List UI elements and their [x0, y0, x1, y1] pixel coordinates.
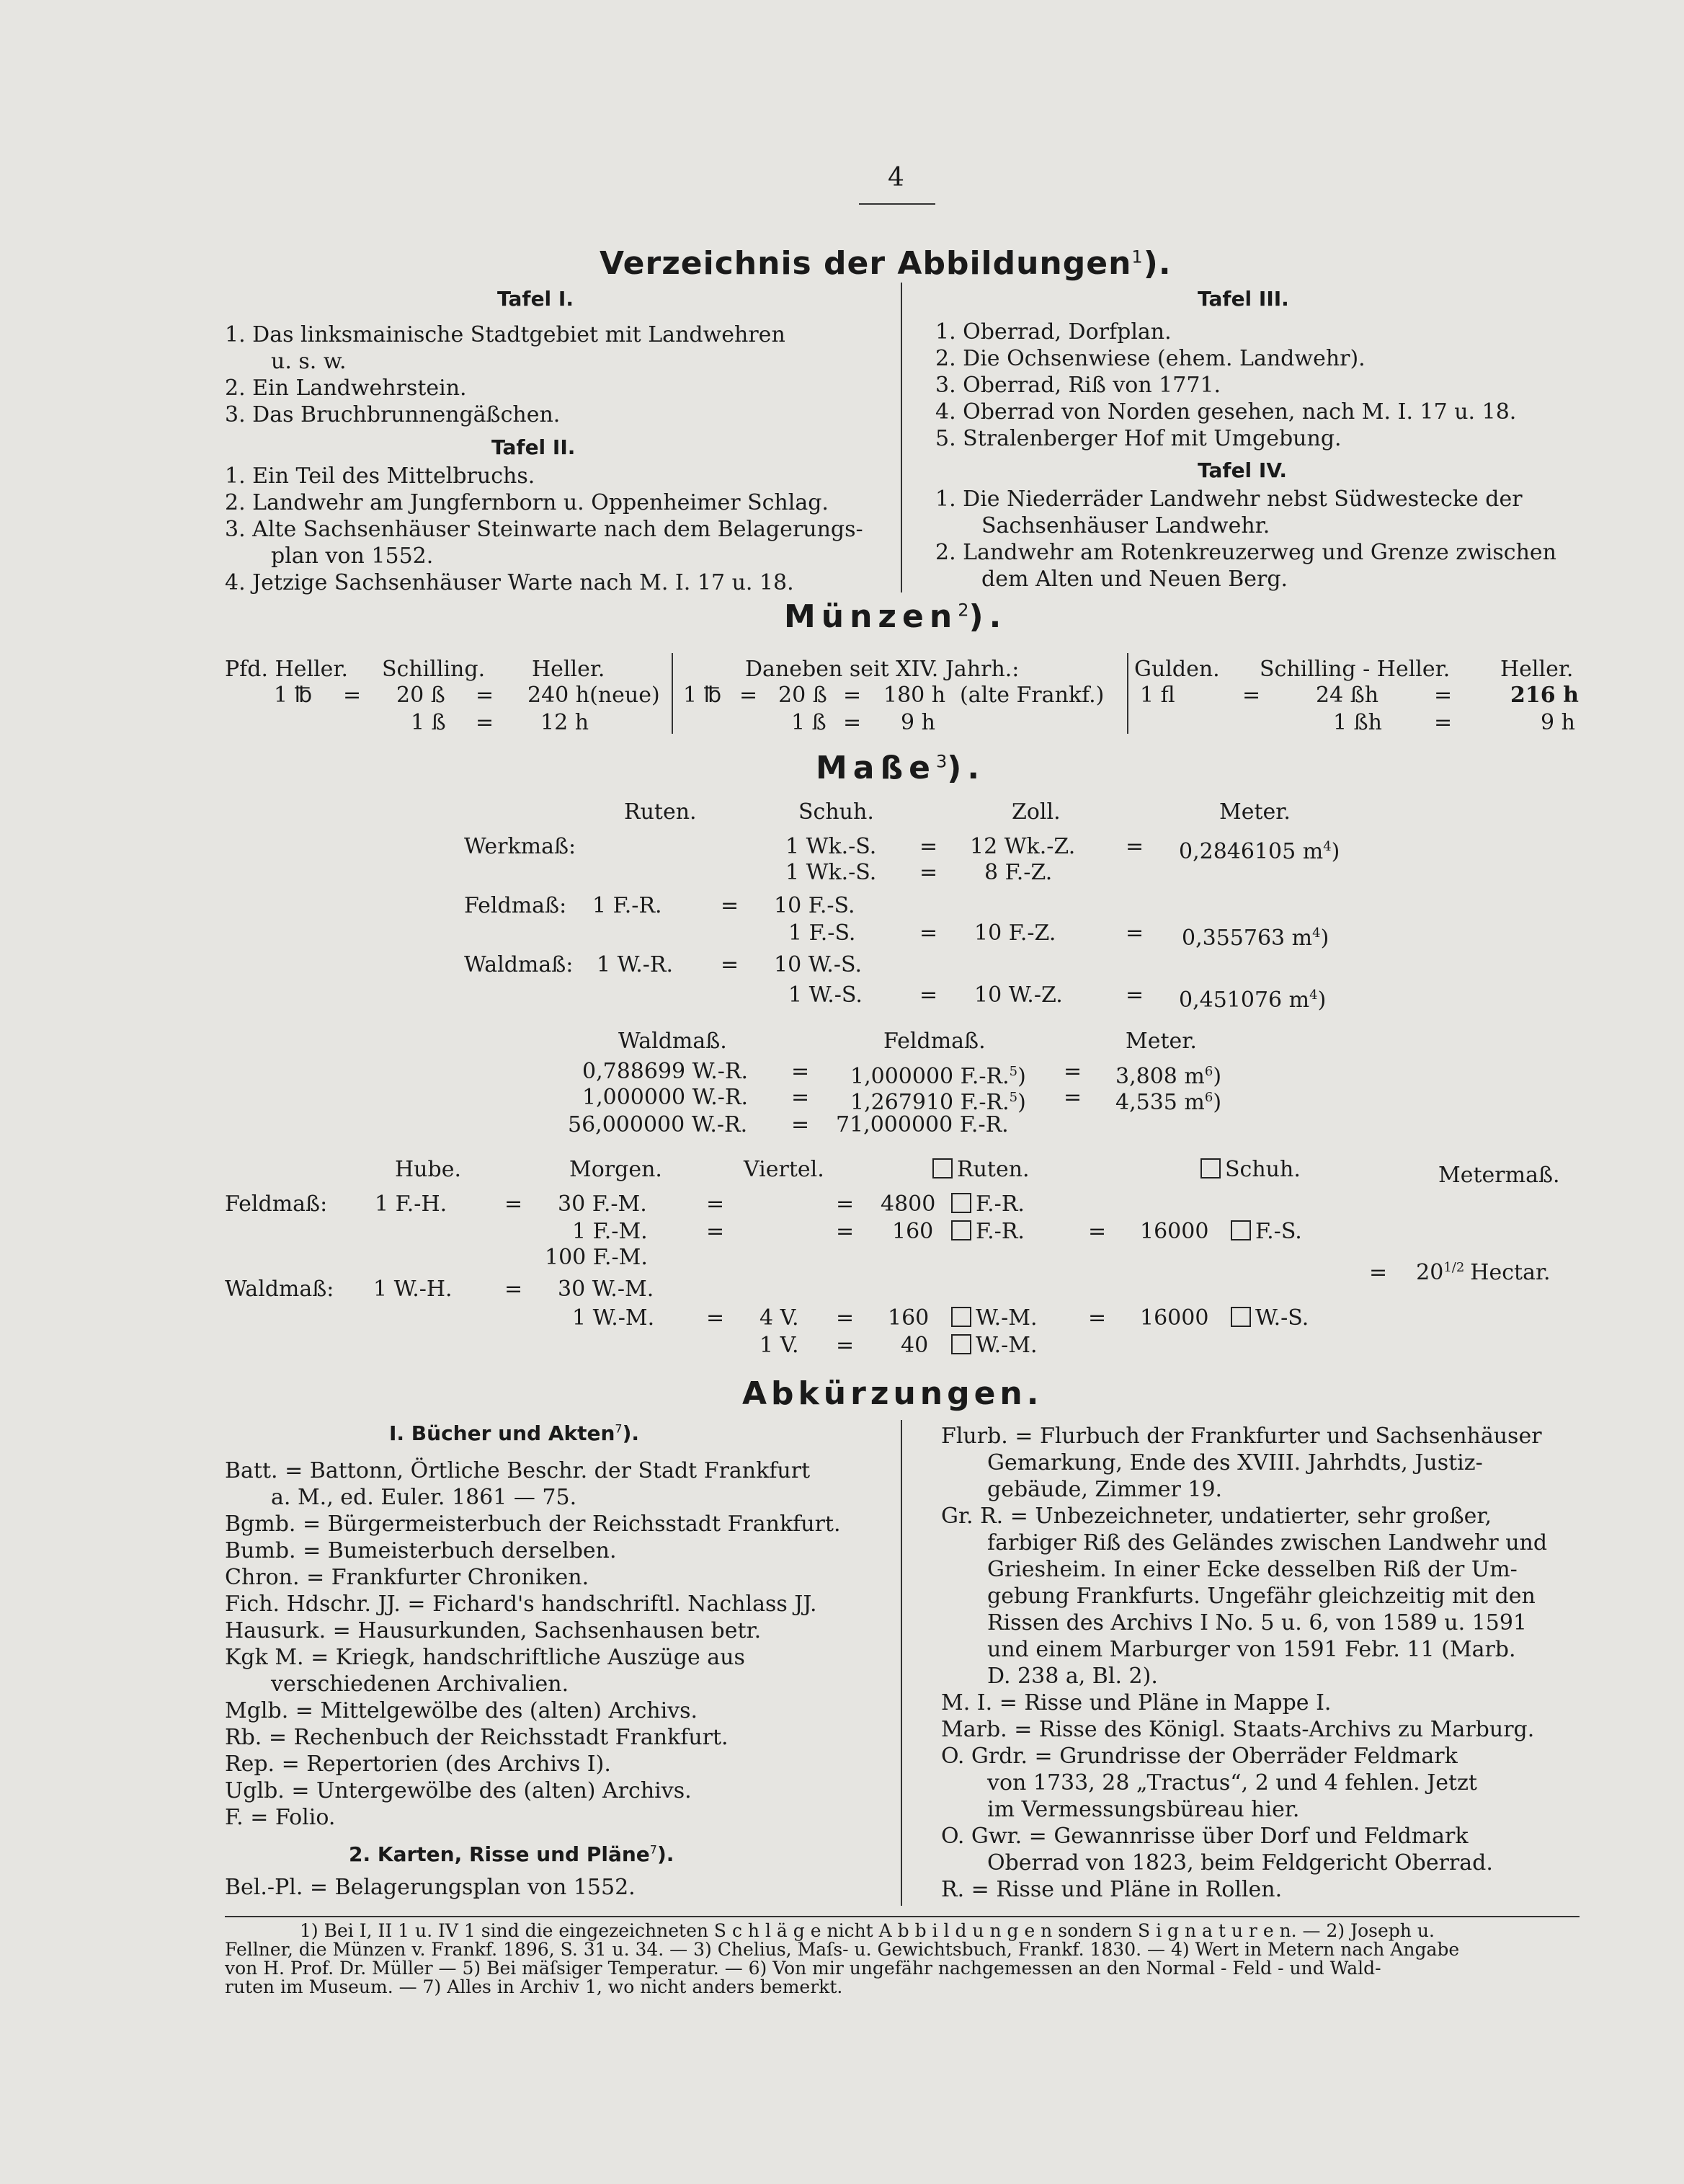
value: 24 ßh — [1316, 683, 1379, 708]
value: 12 Wk.-Z. — [970, 834, 1076, 859]
list-item: 3. Das Bruchbrunnengäßchen. — [225, 402, 561, 427]
value: 1 W.-S. — [788, 982, 863, 1008]
value: 4,535 $m^6$) — [1115, 1090, 1222, 1115]
list-item: Marb. = Risse des Königl. Staats-Archivs zu Marburg. — [941, 1717, 1535, 1742]
equals: = — [1434, 710, 1453, 735]
value: 1 fl — [1140, 683, 1175, 708]
equals: = — [721, 893, 739, 918]
list-item: 2. Ein Landwehrstein. — [225, 376, 467, 401]
masse-title: Maße$^3$). — [816, 750, 986, 786]
col-header: Schuh. — [1200, 1156, 1301, 1183]
value: W.-M. — [951, 1305, 1038, 1331]
value: 1,000000 F.-R.$^5$) — [850, 1064, 1026, 1089]
list-item: 1. Das linksmainische Stadtgebiet mit Landwehren — [225, 322, 785, 347]
tafel4-list — [935, 486, 1556, 592]
value: 16000 — [1140, 1219, 1209, 1244]
list-item: Bgmb. = Bürgermeisterbuch der Reichsstadt Frankfurt. — [225, 1512, 841, 1537]
value: (alte Frankf.) — [960, 683, 1105, 708]
col-header: Daneben seit XIV. Jahrh.: — [745, 657, 1020, 682]
value: 56,000000 W.-R. — [568, 1112, 748, 1137]
value: 0,355763 $m^4$) — [1182, 925, 1329, 951]
col-header: Zoll. — [1012, 799, 1061, 825]
equals: = — [791, 1059, 810, 1084]
value: 1,267910 F.-R.$^5$) — [850, 1090, 1026, 1115]
list-item: a. M., ed. Euler. 1861 — 75. — [271, 1485, 577, 1510]
list-item: Rep. = Repertorien (des Archivs I). — [225, 1752, 611, 1777]
list-item: 5. Stralenberger Hof mit Umgebung. — [935, 426, 1342, 451]
row-label: Waldmaß: — [464, 952, 574, 977]
equals: = — [791, 1112, 810, 1137]
col-header: Hube. — [395, 1157, 461, 1182]
equals: = — [476, 683, 494, 708]
col-header: Morgen. — [569, 1157, 662, 1182]
tafel1-list — [225, 321, 785, 428]
value: 100 F.-M. — [545, 1245, 648, 1270]
tafel3-title: Tafel III. — [1198, 287, 1289, 311]
abk-column-divider — [901, 1420, 902, 1906]
tafel3-list — [935, 319, 1516, 452]
list-item: Griesheim. In einer Ecke desselben Riß der Um- — [987, 1557, 1518, 1582]
equals: = — [1126, 982, 1144, 1008]
list-item: u. s. w. — [271, 349, 347, 374]
list-item: Mglb. = Mittelgewölbe des (alten) Archivs. — [225, 1698, 698, 1723]
value: 0,788699 W.-R. — [582, 1059, 749, 1084]
list-item: Gemarkung, Ende des XVIII. Jahrhdts, Justiz- — [987, 1450, 1483, 1475]
list-item: Uglb. = Untergewölbe des (alten) Archivs. — [225, 1778, 692, 1803]
value: 9 h — [1541, 710, 1575, 735]
muenzen-divider-2 — [1127, 653, 1128, 734]
value: 1 F.-R. — [592, 893, 662, 918]
row-label: Werkmaß: — [464, 834, 576, 859]
value: 1 Wk.-S. — [785, 834, 877, 859]
col-header: Gulden. — [1134, 657, 1220, 682]
equals: = — [836, 1333, 855, 1358]
value: 1 W.-H. — [373, 1277, 453, 1302]
list-item: Rissen des Archivs I No. 5 u. 6, von 1589 u. 1591 — [987, 1610, 1527, 1635]
list-item: und einem Marburger von 1591 Febr. 11 (Marb. — [987, 1637, 1516, 1662]
equals: = — [919, 982, 938, 1008]
equals: = — [919, 834, 938, 859]
col-header: Feldmaß. — [883, 1029, 986, 1054]
value: 1 W.-M. — [572, 1305, 655, 1331]
equals: = — [791, 1085, 810, 1110]
list-item: O. Gwr. = Gewannrisse über Dorf und Feldmark — [941, 1824, 1469, 1849]
value: 20 ß — [778, 683, 827, 708]
list-item: Flurb. = Flurbuch der Frankfurter und Sachsenhäuser — [941, 1424, 1542, 1449]
square-icon — [1200, 1158, 1221, 1178]
value: 4 V. — [759, 1305, 799, 1331]
column-divider — [901, 283, 902, 592]
value: 10 F.-S. — [774, 893, 855, 918]
equals: = — [706, 1305, 725, 1331]
tafel4-title: Tafel IV. — [1198, 458, 1288, 482]
list-item: 3. Alte Sachsenhäuser Steinwarte nach dem Belagerungs- — [225, 517, 863, 542]
list-item: verschiedenen Archivalien. — [271, 1672, 569, 1697]
list-item: 2. Landwehr am Rotenkreuzerweg und Grenze zwischen — [935, 540, 1556, 565]
value: 1 ß — [791, 710, 827, 735]
hectar-value: = $20^{1/2}$ Hectar. — [1369, 1260, 1551, 1285]
list-item: 1. Oberrad, Dorfplan. — [935, 319, 1172, 345]
col-header: Waldmaß. — [618, 1029, 727, 1054]
value: 10 W.-S. — [774, 952, 862, 977]
value: 1 F.-S. — [788, 920, 856, 946]
list-item: 2. Die Ochsenwiese (ehem. Landwehr). — [935, 346, 1366, 371]
value: 71,000000 F.-R. — [836, 1112, 1009, 1137]
list-item: 1. Die Niederräder Landwehr nebst Südwestecke der — [935, 487, 1523, 512]
equals: = — [843, 683, 862, 708]
equals: = — [721, 952, 739, 977]
value: 8 F.-Z. — [984, 860, 1053, 885]
list-item: Chron. = Frankfurter Chroniken. — [225, 1565, 589, 1590]
equals: = — [1064, 1059, 1082, 1084]
abk-sec1-title: I. Bücher und Akten$^7$). — [389, 1421, 640, 1445]
value: W.-S. — [1231, 1305, 1309, 1331]
col-header: Meter. — [1126, 1029, 1197, 1054]
value: 30 W.-M. — [558, 1277, 654, 1302]
tafel2-title: Tafel II. — [491, 435, 576, 459]
equals: = — [836, 1219, 855, 1244]
value: 1 ßh — [1333, 710, 1382, 735]
value: 16000 — [1140, 1305, 1209, 1331]
equals: = — [843, 710, 862, 735]
value: 160 — [888, 1305, 930, 1331]
abk-title: Abkürzungen. — [742, 1375, 1043, 1412]
value: 1 W.-R. — [597, 952, 674, 977]
list-item: R. = Risse und Pläne in Rollen. — [941, 1877, 1283, 1902]
value: F.-R. — [951, 1218, 1025, 1245]
equals: = — [476, 710, 494, 735]
square-icon — [951, 1307, 971, 1327]
abk-left2-list — [225, 1874, 636, 1901]
equals: = — [1126, 920, 1144, 946]
muenzen-title: Münzen$^2$). — [784, 598, 1007, 635]
list-item: gebung Frankfurts. Ungefähr gleichzeitig mit den — [987, 1584, 1536, 1609]
footnotes — [225, 1922, 1459, 1997]
list-item: O. Grdr. = Grundrisse der Oberräder Feldmark — [941, 1744, 1458, 1769]
col-header: Schuh. — [798, 799, 874, 825]
page-number: 4 — [888, 163, 904, 192]
square-icon — [1231, 1307, 1251, 1327]
list-item: 4. Oberrad von Norden gesehen, nach M. I. 17 u. 18. — [935, 399, 1517, 425]
value: 216 h — [1510, 683, 1579, 708]
value: 0,2846105 $m^4$) — [1179, 839, 1340, 864]
list-item: Kgk M. = Kriegk, handschriftliche Auszüge aus — [225, 1645, 745, 1670]
value: 3,808 $m^6$) — [1115, 1064, 1222, 1089]
equals: = — [1126, 834, 1144, 859]
col-header: Metermaß. — [1438, 1163, 1560, 1188]
abk-left-list — [225, 1457, 841, 1831]
equals: = — [1088, 1219, 1107, 1244]
list-item: farbiger Riß des Geländes zwischen Landwehr und — [987, 1530, 1548, 1555]
square-icon — [1231, 1220, 1251, 1240]
value: 20 ß — [396, 683, 445, 708]
value: F.-S. — [1231, 1218, 1302, 1245]
abbildungen-title: Verzeichnis der Abbildungen$^1$). — [600, 245, 1172, 282]
col-header: Ruten. — [932, 1156, 1030, 1183]
list-item: im Vermessungsbüreau hier. — [987, 1797, 1300, 1822]
list-item: plan von 1552. — [271, 543, 434, 569]
value: 240 h(neue) — [527, 683, 660, 708]
col-header: Meter. — [1219, 799, 1291, 825]
list-item: Fich. Hdschr. JJ. = Fichard's handschriftl. Nachlass JJ. — [225, 1592, 817, 1617]
value: 1 ℔ — [683, 683, 722, 708]
value: W.-M. — [951, 1332, 1038, 1359]
list-item: gebäude, Zimmer 19. — [987, 1477, 1223, 1502]
col-header: Heller. — [1500, 657, 1574, 682]
value: 1 ß — [411, 710, 446, 735]
footnote-line: Fellner, die Münzen v. Frankf. 1896, S. 31 u. 34. — 3) Chelius, Maſs- u. Gewichtsbuch, Frankf. 1830. — 4) Wert in Metern nach Angabe — [225, 1939, 1460, 1960]
value: F.-R. — [951, 1191, 1025, 1217]
value: 10 F.-Z. — [974, 920, 1056, 946]
value: 1 F.-M. — [572, 1219, 648, 1244]
square-icon — [951, 1220, 971, 1240]
value: 4800 — [881, 1191, 936, 1217]
value: 1 ℔ — [274, 683, 313, 708]
footnote-line: ruten im Museum. — 7) Alles in Archiv 1, wo nicht anders bemerkt. — [225, 1976, 843, 1997]
equals: = — [1434, 683, 1453, 708]
page-number-rule — [859, 203, 935, 205]
row-label: Feldmaß: — [464, 893, 567, 918]
value: 1 Wk.-S. — [785, 860, 877, 885]
equals: = — [919, 920, 938, 946]
list-item: Sachsenhäuser Landwehr. — [981, 513, 1270, 538]
list-item: 4. Jetzige Sachsenhäuser Warte nach M. I. 17 u. 18. — [225, 570, 794, 595]
value: 10 W.-Z. — [974, 982, 1063, 1008]
value: 160 — [892, 1219, 934, 1244]
equals: = — [739, 683, 758, 708]
value: 180 h — [883, 683, 946, 708]
equals: = — [343, 683, 362, 708]
value: 12 h — [540, 710, 589, 735]
list-item: 3. Oberrad, Riß von 1771. — [935, 373, 1221, 398]
abk-right-list — [941, 1423, 1547, 1903]
tafel2-list — [225, 463, 863, 596]
equals: = — [1064, 1085, 1082, 1110]
muenzen-divider-1 — [672, 653, 673, 734]
equals: = — [504, 1277, 523, 1302]
list-item: Rb. = Rechenbuch der Reichsstadt Frankfurt. — [225, 1725, 729, 1750]
abk-sec2-title: 2. Karten, Risse und Pläne$^7$). — [349, 1842, 674, 1866]
row-label: Feldmaß: — [225, 1191, 328, 1217]
equals: = — [836, 1191, 855, 1217]
list-item: F. = Folio. — [225, 1805, 336, 1830]
value: 30 F.-M. — [558, 1191, 647, 1217]
value: 0,451076 $m^4$) — [1179, 987, 1327, 1013]
list-item: 2. Landwehr am Jungfernborn u. Oppenheimer Schlag. — [225, 490, 829, 515]
list-item: Oberrad von 1823, beim Feldgericht Oberrad. — [987, 1850, 1493, 1876]
value: 1 V. — [759, 1333, 799, 1358]
list-item: Gr. R. = Unbezeichneter, undatierter, sehr großer, — [941, 1504, 1492, 1529]
value: 1,000000 W.-R. — [582, 1085, 749, 1110]
equals: = — [706, 1191, 725, 1217]
equals: = — [1088, 1305, 1107, 1331]
list-item: M. I. = Risse und Pläne in Mappe I. — [941, 1690, 1332, 1715]
tafel1-title: Tafel I. — [497, 287, 574, 311]
list-item: Hausurk. = Hausurkunden, Sachsenhausen betr. — [225, 1618, 762, 1643]
col-header: Heller. — [532, 657, 605, 682]
list-item: Bumb. = Bumeisterbuch derselben. — [225, 1538, 617, 1563]
list-item: D. 238 a, Bl. 2). — [987, 1664, 1158, 1689]
equals: = — [706, 1219, 725, 1244]
list-item: Bel.-Pl. = Belagerungsplan von 1552. — [225, 1875, 636, 1900]
footnote-line: 1) Bei I, II 1 u. IV 1 sind die eingezeichneten S c h l ä g e nicht A b b i l d u n g e n sondern S i g n a t u r e n. — 2) Joseph u. — [300, 1920, 1435, 1941]
equals: = — [919, 860, 938, 885]
list-item: dem Alten und Neuen Berg. — [981, 567, 1288, 592]
col-header: Pfd. Heller. — [225, 657, 349, 682]
value: 9 h — [901, 710, 935, 735]
square-icon — [951, 1193, 971, 1213]
square-icon — [932, 1158, 953, 1178]
equals: = — [836, 1305, 855, 1331]
col-header: Viertel. — [744, 1157, 824, 1182]
equals: = — [504, 1191, 523, 1217]
col-header: Schilling. — [382, 657, 486, 682]
list-item: 1. Ein Teil des Mittelbruchs. — [225, 463, 535, 489]
value: 1 F.-H. — [375, 1191, 447, 1217]
footnote-line: von H. Prof. Dr. Müller — 5) Bei mäſsiger Temperatur. — 6) Von mir ungefähr nachgemessen an den Normal - Feld - und Wald- — [225, 1958, 1381, 1979]
equals: = — [1242, 683, 1261, 708]
list-item: von 1733, 28 „Tractus“, 2 und 4 fehlen. Jetzt — [987, 1770, 1477, 1795]
col-header: Ruten. — [624, 799, 697, 825]
square-icon — [951, 1334, 971, 1354]
list-item: Batt. = Battonn, Örtliche Beschr. der Stadt Frankfurt — [225, 1458, 811, 1483]
footnote-rule — [225, 1916, 1580, 1917]
value: 40 — [901, 1333, 929, 1358]
col-header: Schilling - Heller. — [1260, 657, 1451, 682]
row-label: Waldmaß: — [225, 1277, 334, 1302]
